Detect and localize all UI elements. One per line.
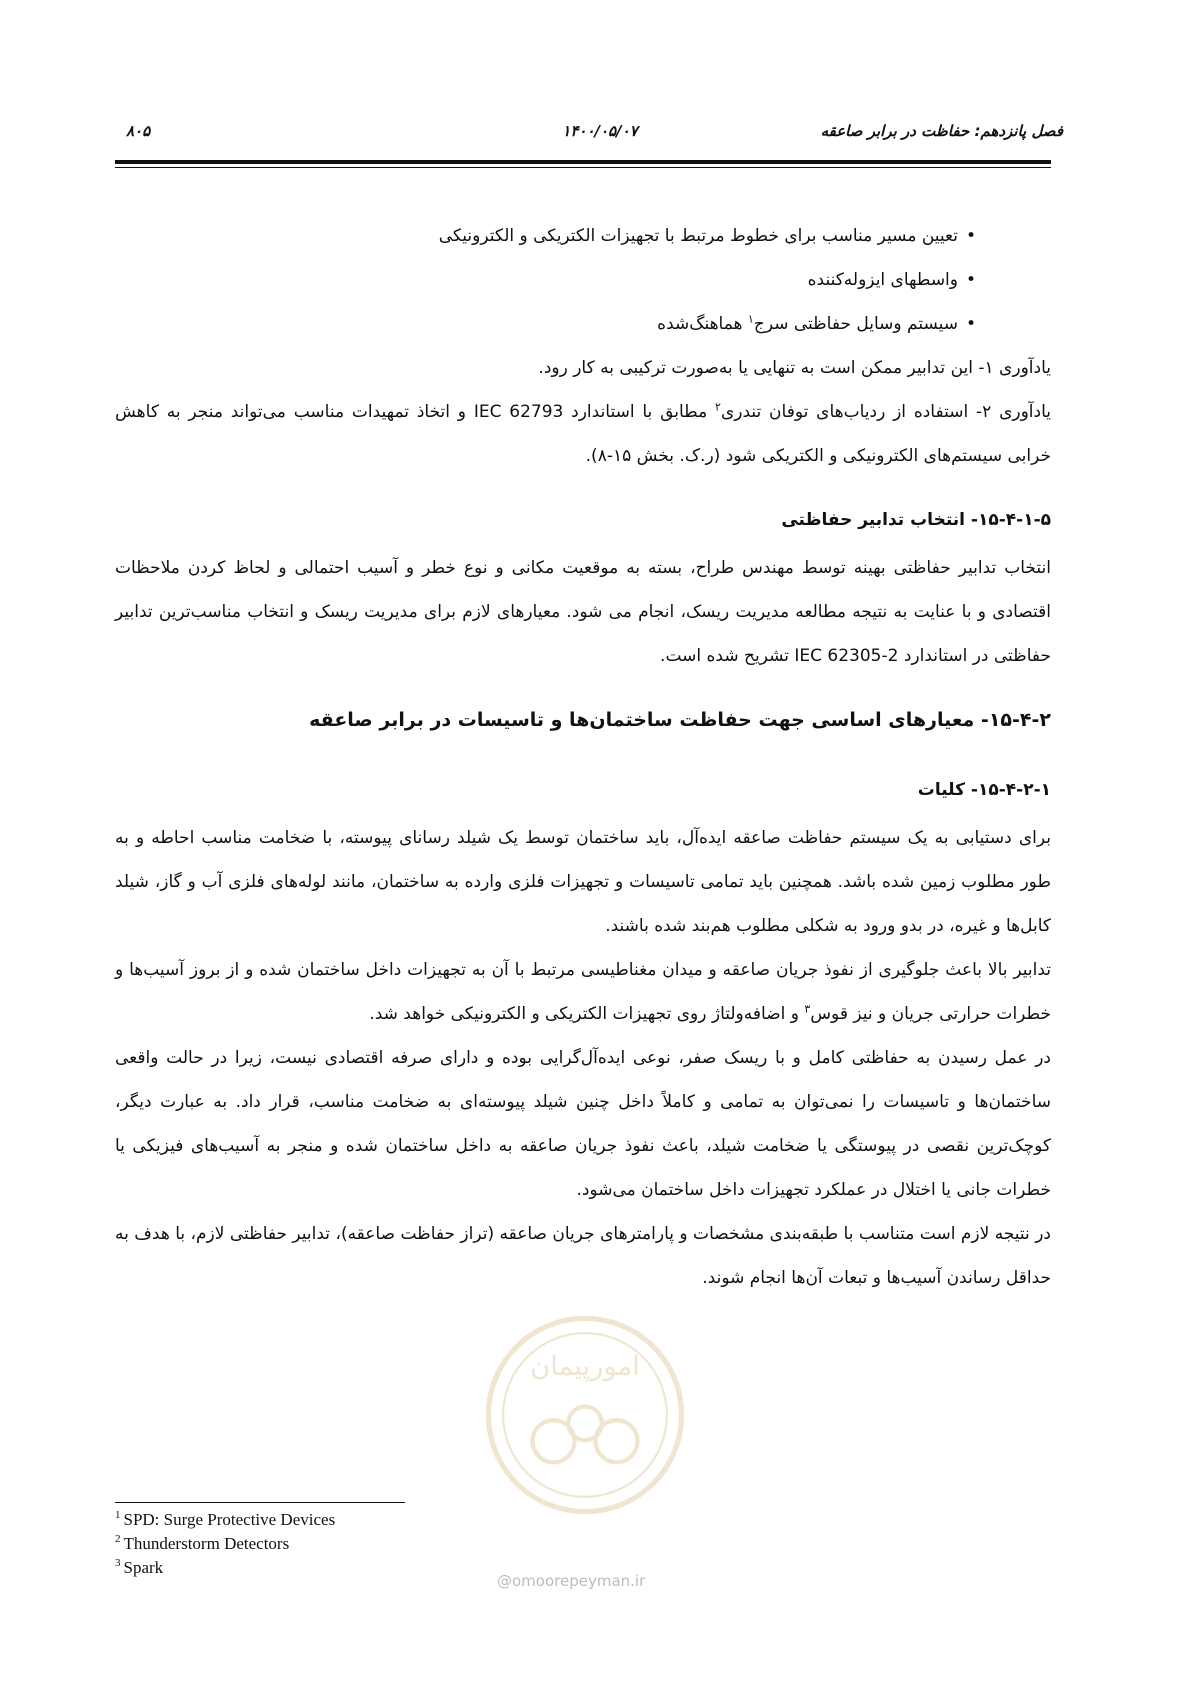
bullet-item [115,302,976,346]
watermark-url: @omoorepeyman.ir [497,1572,646,1590]
note-2-text: یادآوری ۲- استفاده از ردیاب‌های توفان تندری [720,402,1051,422]
footnote-text: Spark [123,1558,164,1577]
footnote-ref: ۱ [747,312,754,326]
watermark-logo [480,1310,690,1520]
chapter-title: فصل پانزدهم: حفاظت در برابر صاعقه [820,122,1063,140]
bullet-text-tail: هماهنگ‌شده [657,314,748,334]
footnote [115,1556,335,1580]
bullet-item [115,258,976,302]
section-heading: ۱۵-۴-۲-۱- کلیات [917,780,1051,800]
footnote [115,1508,335,1532]
note-1: یادآوری ۱- این تدابیر ممکن است به تنهایی یا به‌صورت ترکیبی به کار رود. [538,358,1051,378]
header-rule-thin [115,167,1051,168]
page-number: ۸۰۵ [126,122,151,140]
body-text [115,214,1051,1300]
header-date: ۱۴۰۰/۰۵/۰۷ [562,122,638,140]
header-rule-thick [115,160,1051,164]
bullet-text: واسطهای ایزوله‌کننده [807,270,958,290]
bullet-text: تعیین مسیر مناسب برای خطوط مرتبط با تجهیزات الکتریکی و الکترونیکی [438,226,958,246]
paragraph-text: تدابیر بالا باعث جلوگیری از نفوذ جریان صاعقه و میدان مغناطیسی مرتبط با آن به تجهیزات داخل ساختمان شده و از بروز آسیب‌ها و خطرات حرارتی جریان و نیز قوس [115,960,1051,1024]
footnote-text: Thunderstorm Detectors [123,1534,290,1553]
footnote-number: 3 [115,1557,121,1570]
footnote-ref: ۲ [715,400,721,414]
footnote-rule [115,1502,405,1503]
bullet-item [115,214,976,258]
footnotes [115,1508,335,1580]
section-paragraph [115,948,1051,1036]
bullet-list [115,214,976,346]
section-heading-main: ۱۵-۴-۲- معیارهای اساسی جهت حفاظت ساختمان‌ها و تاسیسات در برابر صاعقه [309,709,1051,731]
footnote [115,1532,335,1556]
watermark-logo-text: امورپیمان [530,1351,640,1383]
section-paragraph: در عمل رسیدن به حفاظتی کامل و با ریسک صفر، نوعی ایده‌آل‌گرایی بوده و دارای صرفه اقتصادی نیست، زیرا در حالت واقعی ساختمان‌ها و تاسیسات را نمی‌توان به تمامی و کاملاً داخل چنین شیلد پیوسته‌ای به ضخامت مناسب، قرار داد. به عبارت دیگر، کوچک‌ترین نقصی در پیوستگی یا ضخامت شیلد، باعث نفوذ جریان صاعقه به داخل ساختمان شده و منجر به آسیب‌های فیزیکی یا خطرات جانی یا اختلال در عملکرد تجهیزات داخل ساختمان می‌شود. [115,1048,1051,1200]
paragraph-text-tail: و اضافه‌ولتاژ روی تجهیزات الکتریکی و الکترونیکی خواهد شد. [369,1004,805,1024]
section-heading: ۱۵-۴-۱-۵- انتخاب تدابیر حفاظتی [781,510,1051,530]
note-2-text-tail: مطابق با استاندارد IEC 62793 و اتخاذ تمهیدات مناسب می‌تواند منجر به کاهش خرابی سیستم‌های الکترونیکی و الکتریکی شود (ر.ک. بخش ۱۵-۸). [115,402,1051,466]
section-paragraph: انتخاب تدابیر حفاظتی بهینه توسط مهندس طراح، بسته به موقعیت مکانی و نوع خطر و آسیب احتمالی و لحاظ کردن ملاحظات اقتصادی و با عنایت به نتیجه مطالعه مدیریت ریسک، انجام می شود. معیارهای لازم برای مدیریت ریسک و انتخاب مناسب‌ترین تدابیر حفاظتی در استاندارد IEC 62305-2 تشریح شده است. [115,558,1051,666]
footnote-ref: ۳ [804,1002,811,1016]
section-paragraph: در نتیجه لازم است متناسب با طبقه‌بندی مشخصات و پارامترهای جریان صاعقه (تراز حفاظت صاعقه)، تدابیر حفاظتی لازم، با هدف به حداقل رساندن آسیب‌ها و تبعات آن‌ها انجام شوند. [115,1224,1051,1288]
note-2 [115,390,1051,478]
footnote-text: SPD: Surge Protective Devices [123,1510,336,1529]
bullet-text: سیستم وسایل حفاظتی سرج [753,314,958,334]
footnote-number: 2 [115,1533,121,1546]
section-paragraph: برای دستیابی به یک سیستم حفاظت صاعقه ایده‌آل، باید ساختمان توسط یک شیلد رسانای پیوسته، با ضخامت مناسب احاطه و به طور مطلوب زمین شده باشد. همچنین باید تمامی تاسیسات و تجهیزات فلزی وارده به ساختمان، مانند لوله‌های فلزی آب و گاز، شیلد کابل‌ها و غیره، در بدو ورود به شکلی مطلوب هم‌بند شده باشند. [115,828,1051,936]
footnote-number: 1 [115,1509,121,1522]
